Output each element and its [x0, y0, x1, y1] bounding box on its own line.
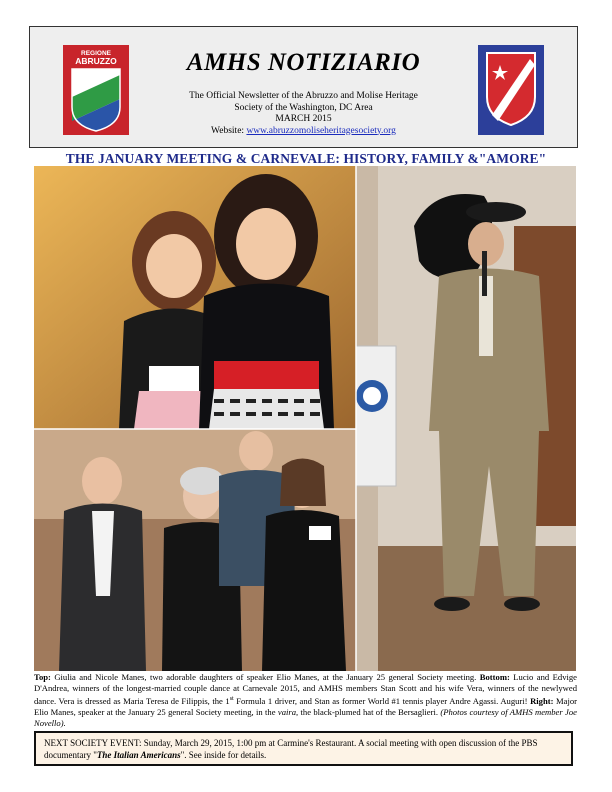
- website-label: Website:: [211, 125, 245, 136]
- caption-bottom-text: Lucio and Edvige D'Andrea, winners of the longest-married couple dance at Carnevale 2015, and AMHS members Stan Scott and his wife Vera, winners of the newlywed dance. Vera is dressed as Maria Teresa de Filippis, the: [34, 672, 577, 706]
- caption-ordinal-suffix: st: [229, 696, 234, 702]
- photo-couples: [34, 429, 356, 671]
- caption-right-label: Right:: [530, 695, 554, 706]
- caption-vaira: vaira: [277, 706, 297, 717]
- caption-right-text: Major Elio Manes, speaker at the January 25 general Society meeting, in the: [34, 695, 578, 717]
- website-line: [140, 126, 467, 138]
- molise-coat-of-arms-logo: [478, 45, 544, 135]
- photo-collage: [34, 166, 576, 671]
- masthead: [29, 26, 578, 148]
- masthead-subtitle: [140, 91, 467, 137]
- website-link[interactable]: www.abruzzomoliseheritagesociety.org: [246, 125, 396, 136]
- subtitle-line-1: The Official Newsletter of the Abruzzo and Molise Heritage: [189, 91, 418, 101]
- next-event-box: [34, 731, 573, 766]
- main-headline: THE JANUARY MEETING & CARNEVALE: HISTORY, FAMILY &"AMORE": [65, 151, 547, 166]
- event-text-suffix: ". See inside for details.: [180, 750, 267, 760]
- newsletter-title: AMHS NOTIZIARIO: [186, 49, 421, 76]
- subtitle-line-2: Society of the Washington, DC Area: [234, 102, 373, 113]
- caption-right-text-2: , the black-plumed hat of the Bersaglieri.: [296, 706, 441, 717]
- event-film-title: The Italian Americans: [96, 750, 181, 760]
- caption-photo-credit: (Photos courtesy of AMHS member Joe Novello).: [34, 706, 577, 728]
- photo-officer: [356, 166, 576, 671]
- caption-bottom-label: Bottom:: [479, 672, 510, 682]
- event-text-prefix: NEXT SOCIETY EVENT: Sunday, March 29, 2015, 1:00 pm at Carmine's Restaurant. A social meeting with open discussion of the PBS documentary ": [44, 738, 538, 760]
- photo-caption: [34, 672, 577, 729]
- caption-top-text: Giulia and Nicole Manes, two adorable daughters of speaker Elio Manes, at the January 25 general Society meeting.: [50, 672, 480, 682]
- caption-bottom-text-2: Formula 1 driver, and Stan as former World #1 tennis player Andre Agassi. Auguri!: [233, 695, 531, 706]
- abruzzo-coat-of-arms-logo: [63, 45, 129, 135]
- caption-top-label: Top:: [34, 672, 51, 682]
- svg-text:REGIONE: REGIONE: [81, 50, 111, 57]
- photo-girls: [34, 166, 356, 429]
- svg-text:ABRUZZO: ABRUZZO: [75, 56, 117, 66]
- issue-date: MARCH 2015: [275, 114, 332, 124]
- caption-ordinal-number: 1: [225, 695, 230, 706]
